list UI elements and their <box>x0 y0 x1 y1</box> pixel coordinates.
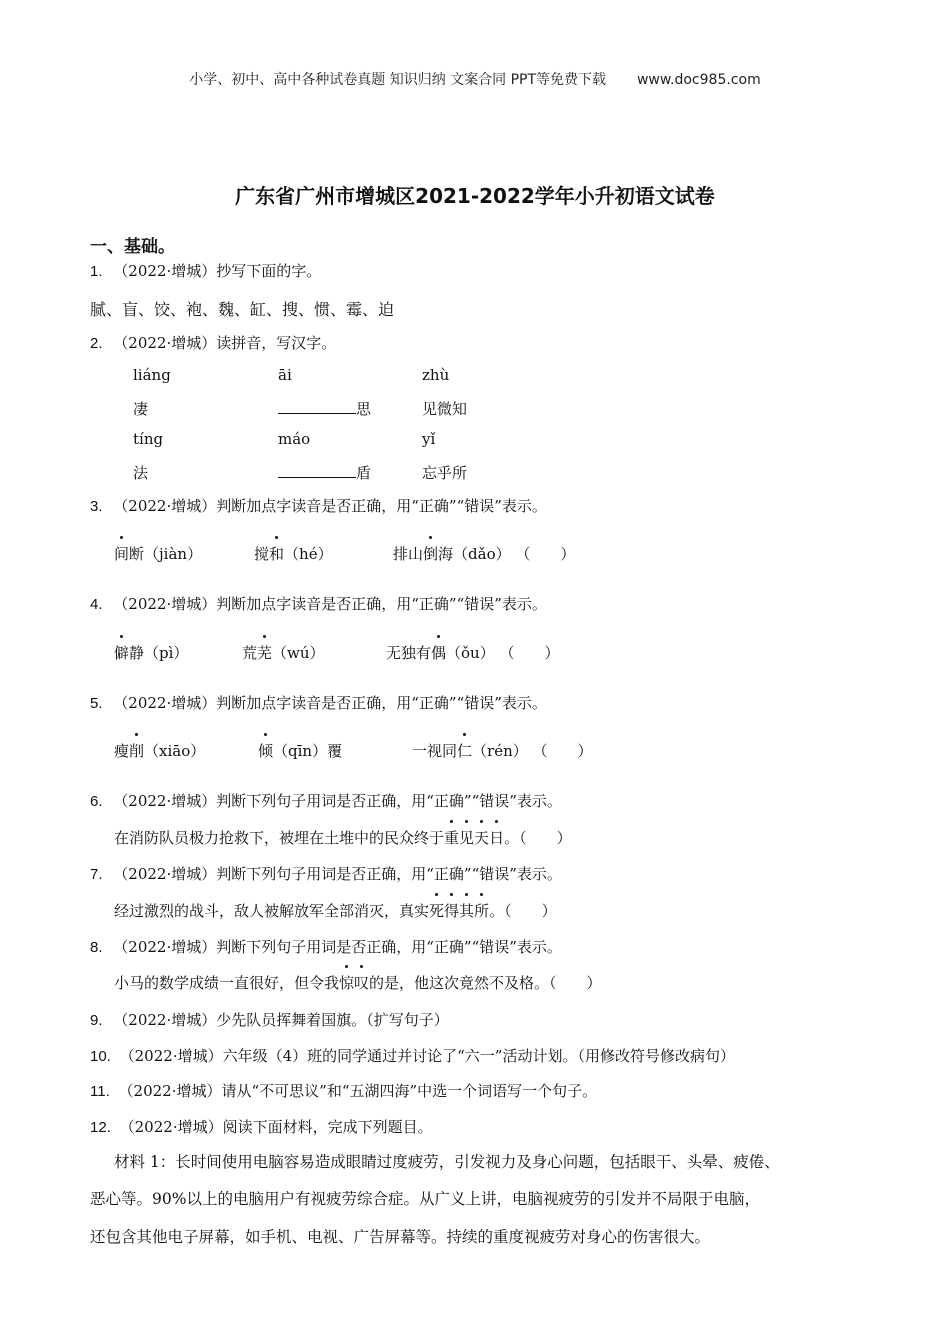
item-text: 排山 <box>393 545 424 563</box>
pinyin-ting: tíng <box>133 430 164 448</box>
question-number: 2. <box>90 335 103 352</box>
sentence-text: 经过激烈的战斗，敌人被解放军全部消灭，真实 <box>114 902 430 920</box>
q5-item-3 <box>412 740 593 761</box>
dotted-char: 惊 <box>339 974 355 992</box>
item-text: 一视同 <box>412 742 458 760</box>
dotted-char: 叹 <box>354 974 370 992</box>
item-text: （qīn）覆 <box>273 742 343 760</box>
sentence-text[interactable]: 。（ ） <box>504 829 572 847</box>
q4-item-2 <box>242 642 325 663</box>
question-prompt: 少先队员挥舞着国旗。（扩写句子） <box>216 1011 449 1029</box>
word-si: 思 <box>356 400 372 418</box>
site-header <box>0 69 950 89</box>
question-10 <box>90 1045 735 1066</box>
question-prompt: 判断下列句子用词是否正确，用“正确”“错误”表示。 <box>216 938 562 956</box>
question-prompt: 阅读下面材料，完成下列题目。 <box>222 1118 433 1136</box>
question-prompt: 判断加点字读音是否正确，用“正确”“错误”表示。 <box>216 595 547 613</box>
question-number: 1. <box>90 263 103 280</box>
page-title: 广东省广州市增城区2021-2022学年小升初语文试卷 <box>235 184 715 208</box>
word-dun: 盾 <box>356 464 372 482</box>
dotted-char: 间 <box>114 545 130 563</box>
dotted-char: 所 <box>474 902 490 920</box>
question-prompt: 判断加点字读音是否正确，用“正确”“错误”表示。 <box>216 497 547 515</box>
question-prompt: 判断下列句子用词是否正确，用“正确”“错误”表示。 <box>216 792 562 810</box>
q4-item-1 <box>114 642 188 663</box>
question-number: 9. <box>90 1012 103 1029</box>
q3-item-3 <box>393 543 575 564</box>
question-4 <box>90 593 547 614</box>
word-fa: 法 <box>133 464 149 482</box>
q3-item-1 <box>114 543 202 564</box>
word-wanghusuo: 忘乎所 <box>422 464 468 482</box>
word-si-with-blank <box>278 398 371 419</box>
question-11 <box>90 1080 597 1101</box>
item-text: （wú） <box>272 644 325 662</box>
item-text: 搅 <box>254 545 270 563</box>
question-source: （2022·增城） <box>113 865 217 883</box>
question-prompt: 判断下列句子用词是否正确，用“正确”“错误”表示。 <box>216 865 562 883</box>
material-1-line-3: 还包含其他电子屏幕，如手机、电视、广告屏幕等。持续的重度视疲劳对身心的伤害很大。 <box>90 1228 711 1246</box>
item-text: 海（dǎo） <box>438 545 511 563</box>
q5-item-2 <box>258 740 342 761</box>
question-3 <box>90 495 547 516</box>
word-dun-with-blank <box>278 462 371 483</box>
dotted-char: 偶 <box>431 644 447 662</box>
item-text: （hé） <box>284 545 333 563</box>
question-source: （2022·增城） <box>118 1082 222 1100</box>
dotted-char: 重 <box>444 829 460 847</box>
pinyin-mao: máo <box>278 430 311 448</box>
question-number: 12. <box>90 1119 111 1136</box>
question-source: （2022·增城） <box>113 334 217 352</box>
question-source: （2022·增城） <box>119 1047 223 1065</box>
question-source: （2022·增城） <box>113 938 217 956</box>
dotted-char: 日 <box>489 829 505 847</box>
question-7 <box>90 863 562 884</box>
dotted-char: 僻 <box>114 644 130 662</box>
question-number: 8. <box>90 939 103 956</box>
question-number: 6. <box>90 793 103 810</box>
dotted-char: 天 <box>474 829 490 847</box>
question-source: （2022·增城） <box>113 792 217 810</box>
dotted-char: 见 <box>459 829 475 847</box>
section-heading: 一、基础。 <box>90 237 175 257</box>
dotted-char: 和 <box>269 545 285 563</box>
item-text: 静（pì） <box>129 644 189 662</box>
item-text: （ǒu） <box>446 644 495 662</box>
pinyin-zhu: zhù <box>422 366 450 384</box>
answer-parentheses[interactable]: （ ） <box>499 644 560 662</box>
q7-sentence <box>114 900 557 921</box>
dotted-char: 削 <box>129 742 145 760</box>
question-number: 11. <box>90 1083 110 1100</box>
question-prompt: 读拼音，写汉字。 <box>216 334 337 352</box>
question-source: （2022·增城） <box>119 1118 223 1136</box>
sentence-text[interactable]: 。（ ） <box>489 902 557 920</box>
sentence-text: 小马的数学成绩一直很好，但令我 <box>114 974 340 992</box>
question-number: 10. <box>90 1048 111 1065</box>
question-9 <box>90 1009 449 1030</box>
sentence-text[interactable]: 的是，他这次竟然不及格。（ ） <box>369 974 602 992</box>
question-source: （2022·增城） <box>113 694 217 712</box>
material-1-line-1: 材料 1：长时间使用电脑容易造成眼睛过度疲劳，引发视力及身心问题，包括眼干、头晕、疲倦、 <box>114 1153 780 1171</box>
question-source: （2022·增城） <box>113 1011 217 1029</box>
question-source: （2022·增城） <box>113 595 217 613</box>
question-8 <box>90 936 562 957</box>
question-source: （2022·增城） <box>113 262 217 280</box>
dotted-char: 得 <box>444 902 460 920</box>
item-text: 无独有 <box>386 644 432 662</box>
item-text: 断（jiàn） <box>129 545 203 563</box>
item-text: 瘦 <box>114 742 130 760</box>
q8-sentence <box>114 972 602 993</box>
answer-blank[interactable] <box>278 463 356 478</box>
word-jianweizhi: 见微知 <box>422 400 468 418</box>
question-number: 4. <box>90 596 103 613</box>
question-6 <box>90 790 562 811</box>
header-site-link[interactable]: www.doc985.com <box>636 72 761 88</box>
question-source: （2022·增城） <box>113 497 217 515</box>
q1-characters: 腻、盲、饺、袍、魏、缸、搜、惯、霉、迫 <box>90 300 395 319</box>
dotted-char: 倾 <box>258 742 274 760</box>
dotted-char: 倒 <box>423 545 439 563</box>
item-text: 荒 <box>242 644 258 662</box>
question-number: 7. <box>90 866 103 883</box>
question-prompt: 六年级（4）班的同学通过并讨论了“六一”活动计划。（用修改符号修改病句） <box>222 1047 735 1065</box>
question-12 <box>90 1116 433 1137</box>
pinyin-liang: liáng <box>133 366 171 384</box>
question-prompt: 判断加点字读音是否正确，用“正确”“错误”表示。 <box>216 694 547 712</box>
question-number: 5. <box>90 695 103 712</box>
word-qi: 凄 <box>133 400 149 418</box>
pinyin-yi: yǐ <box>422 430 436 448</box>
pinyin-ai: āi <box>278 366 292 384</box>
question-1 <box>90 260 321 281</box>
header-slogan: 小学、初中、高中各种试卷真题 知识归纳 文案合同 PPT等免费下载 <box>189 72 607 88</box>
answer-parentheses[interactable]: （ ） <box>532 742 593 760</box>
dotted-char: 芜 <box>257 644 273 662</box>
question-5 <box>90 692 547 713</box>
question-prompt: 请从“不可思议”和“五湖四海”中选一个词语写一个句子。 <box>221 1082 598 1100</box>
dotted-char: 仁 <box>457 742 473 760</box>
q6-sentence <box>114 827 572 848</box>
item-text: （rén） <box>472 742 528 760</box>
answer-blank[interactable] <box>278 399 356 414</box>
question-number: 3. <box>90 498 103 515</box>
dotted-char: 死 <box>429 902 445 920</box>
sentence-text: 在消防队员极力抢救下，被埋在土堆中的民众终于 <box>114 829 445 847</box>
item-text: （xiāo） <box>144 742 206 760</box>
q4-item-3 <box>386 642 560 663</box>
question-2 <box>90 332 336 353</box>
q3-item-2 <box>254 543 333 564</box>
material-1-line-2: 恶心等。90%以上的电脑用户有视疲劳综合症。从广义上讲，电脑视疲劳的引发并不局限于电脑， <box>90 1190 760 1208</box>
q5-item-1 <box>114 740 205 761</box>
question-prompt: 抄写下面的字。 <box>216 262 322 280</box>
answer-parentheses[interactable]: （ ） <box>515 545 576 563</box>
dotted-char: 其 <box>459 902 475 920</box>
